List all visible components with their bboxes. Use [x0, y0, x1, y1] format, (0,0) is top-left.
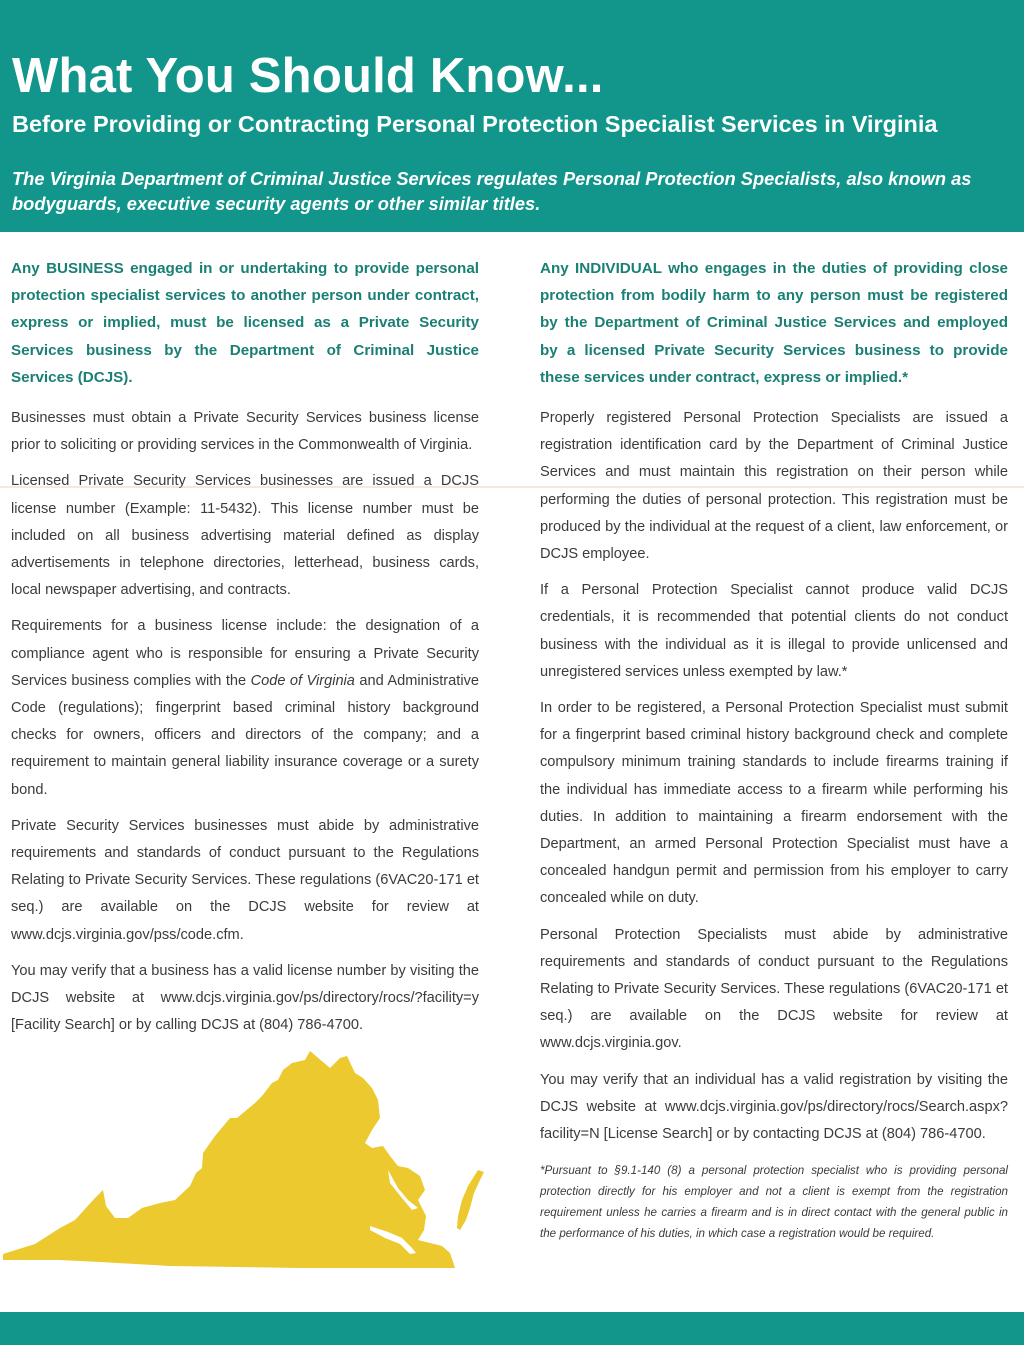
individual-paragraph: Properly registered Personal Protection Specialists are issued a registration identification card by the Department of Criminal Justice Services and must maintain this registration on their person while performing the duties of personal protection. This registration must be produced by the individual at the request of a client, law enforcement, or DCJS employee. — [540, 410, 1008, 563]
intro-text: The Virginia Department of Criminal Justice Services regulates Personal Protection Specialists, also known as bodyguards, executive security agents or other similar titles. — [12, 168, 972, 214]
business-column — [11, 255, 479, 1048]
business-paragraph: Licensed Private Security Services businesses are issued a DCJS license number (Example: 11-5432). This license number must be included on all business advertising material defined as display advertisements in telephone directories, letterhead, business cards, local newspaper advertising, and contracts. — [11, 473, 479, 599]
business-paragraph: Businesses must obtain a Private Security Services business license prior to soliciting or providing services in the Commonwealth of Virginia. — [11, 410, 479, 454]
paper-fold-line — [0, 486, 1024, 488]
header-banner — [0, 0, 1024, 232]
footnote: *Pursuant to §9.1-140 (8) a personal protection specialist who is providing personal protection directly for his employer and not a client is exempt from the registration requirement unless he carries a firearm and is in direct contact with the general public in the performance of his duties, in which case a registration would be required. — [540, 1164, 1008, 1241]
code-of-virginia-italic: Code of Virginia — [250, 672, 355, 689]
footer-band — [0, 1312, 1024, 1345]
business-lead: Any BUSINESS engaged in or undertaking to provide personal protection specialist services to another person under contract, express or implied, must be licensed as a Private Security Services business by the Department of Criminal Justice Services (DCJS). — [11, 260, 479, 386]
individual-column — [540, 255, 1008, 1244]
individual-lead: Any INDIVIDUAL who engages in the duties of providing close protection from bodily harm to any person must be registered by the Department of Criminal Justice Services and employed by a licensed Private Security Services business to provide these services under contract, express or implied.* — [540, 260, 1008, 386]
requirements-text: and Administrative Code (regulations); fingerprint based criminal history background checks for owners, officers and directors of the company; and a requirement to maintain general liability insurance coverage or a surety bond. — [11, 672, 479, 798]
individual-verify-paragraph: You may verify that an individual has a valid registration by visiting the DCJS website at www.dcjs.virginia.gov/ps/directory/rocs/Search.aspx?facility=N [License Search] or by contacting DCJS at (804) 786-4700. — [540, 1071, 1008, 1143]
individual-paragraph: In order to be registered, a Personal Protection Specialist must submit for a fingerprint based criminal history background check and complete compulsory minimum training standards to include firearms training if the individual has immediate access to a firearm while performing his duties. In addition to maintaining a firearm endorsement with the Department, an armed Personal Protection Specialist must have a concealed handgun permit and permission from his employer to carry concealed while on duty. — [540, 700, 1008, 907]
individual-paragraph: Personal Protection Specialists must abide by administrative requirements and standards of conduct pursuant to the Regulations Relating to Private Security Services. These regulations (6VAC20-171 et seq.) are available on the DCJS website for review at www.dcjs.virginia.gov. — [540, 926, 1008, 1052]
business-requirements-paragraph — [11, 613, 479, 803]
individual-paragraph: If a Personal Protection Specialist cannot produce valid DCJS credentials, it is recommended that potential clients do not conduct business with the individual as it is illegal to provide unlicensed and unregistered services unless exempted by law.* — [540, 582, 1008, 680]
page-title: What You Should Know... — [12, 49, 604, 103]
requirements-text: Requirements for a business license include: the designation of a compliance agent who is responsible for ensuring a Private Security Services business complies with the — [11, 618, 479, 689]
page-subtitle: Before Providing or Contracting Personal Protection Specialist Services in Virginia — [12, 111, 938, 137]
business-paragraph: Private Security Services businesses must abide by administrative requirements and standards of conduct pursuant to the Regulations Relating to Private Security Services. These regulations (6VAC20-171 et seq.) are available on the DCJS website for review at www.dcjs.virginia.gov/pss/code.cfm. — [11, 817, 479, 943]
business-verify-paragraph: You may verify that a business has a valid license number by visiting the DCJS website at www.dcjs.virginia.gov/ps/directory/rocs/?facility=y [Facility Search] or by calling DCJS at (804) 786-4700. — [11, 962, 479, 1034]
virginia-map-icon — [0, 1048, 500, 1268]
